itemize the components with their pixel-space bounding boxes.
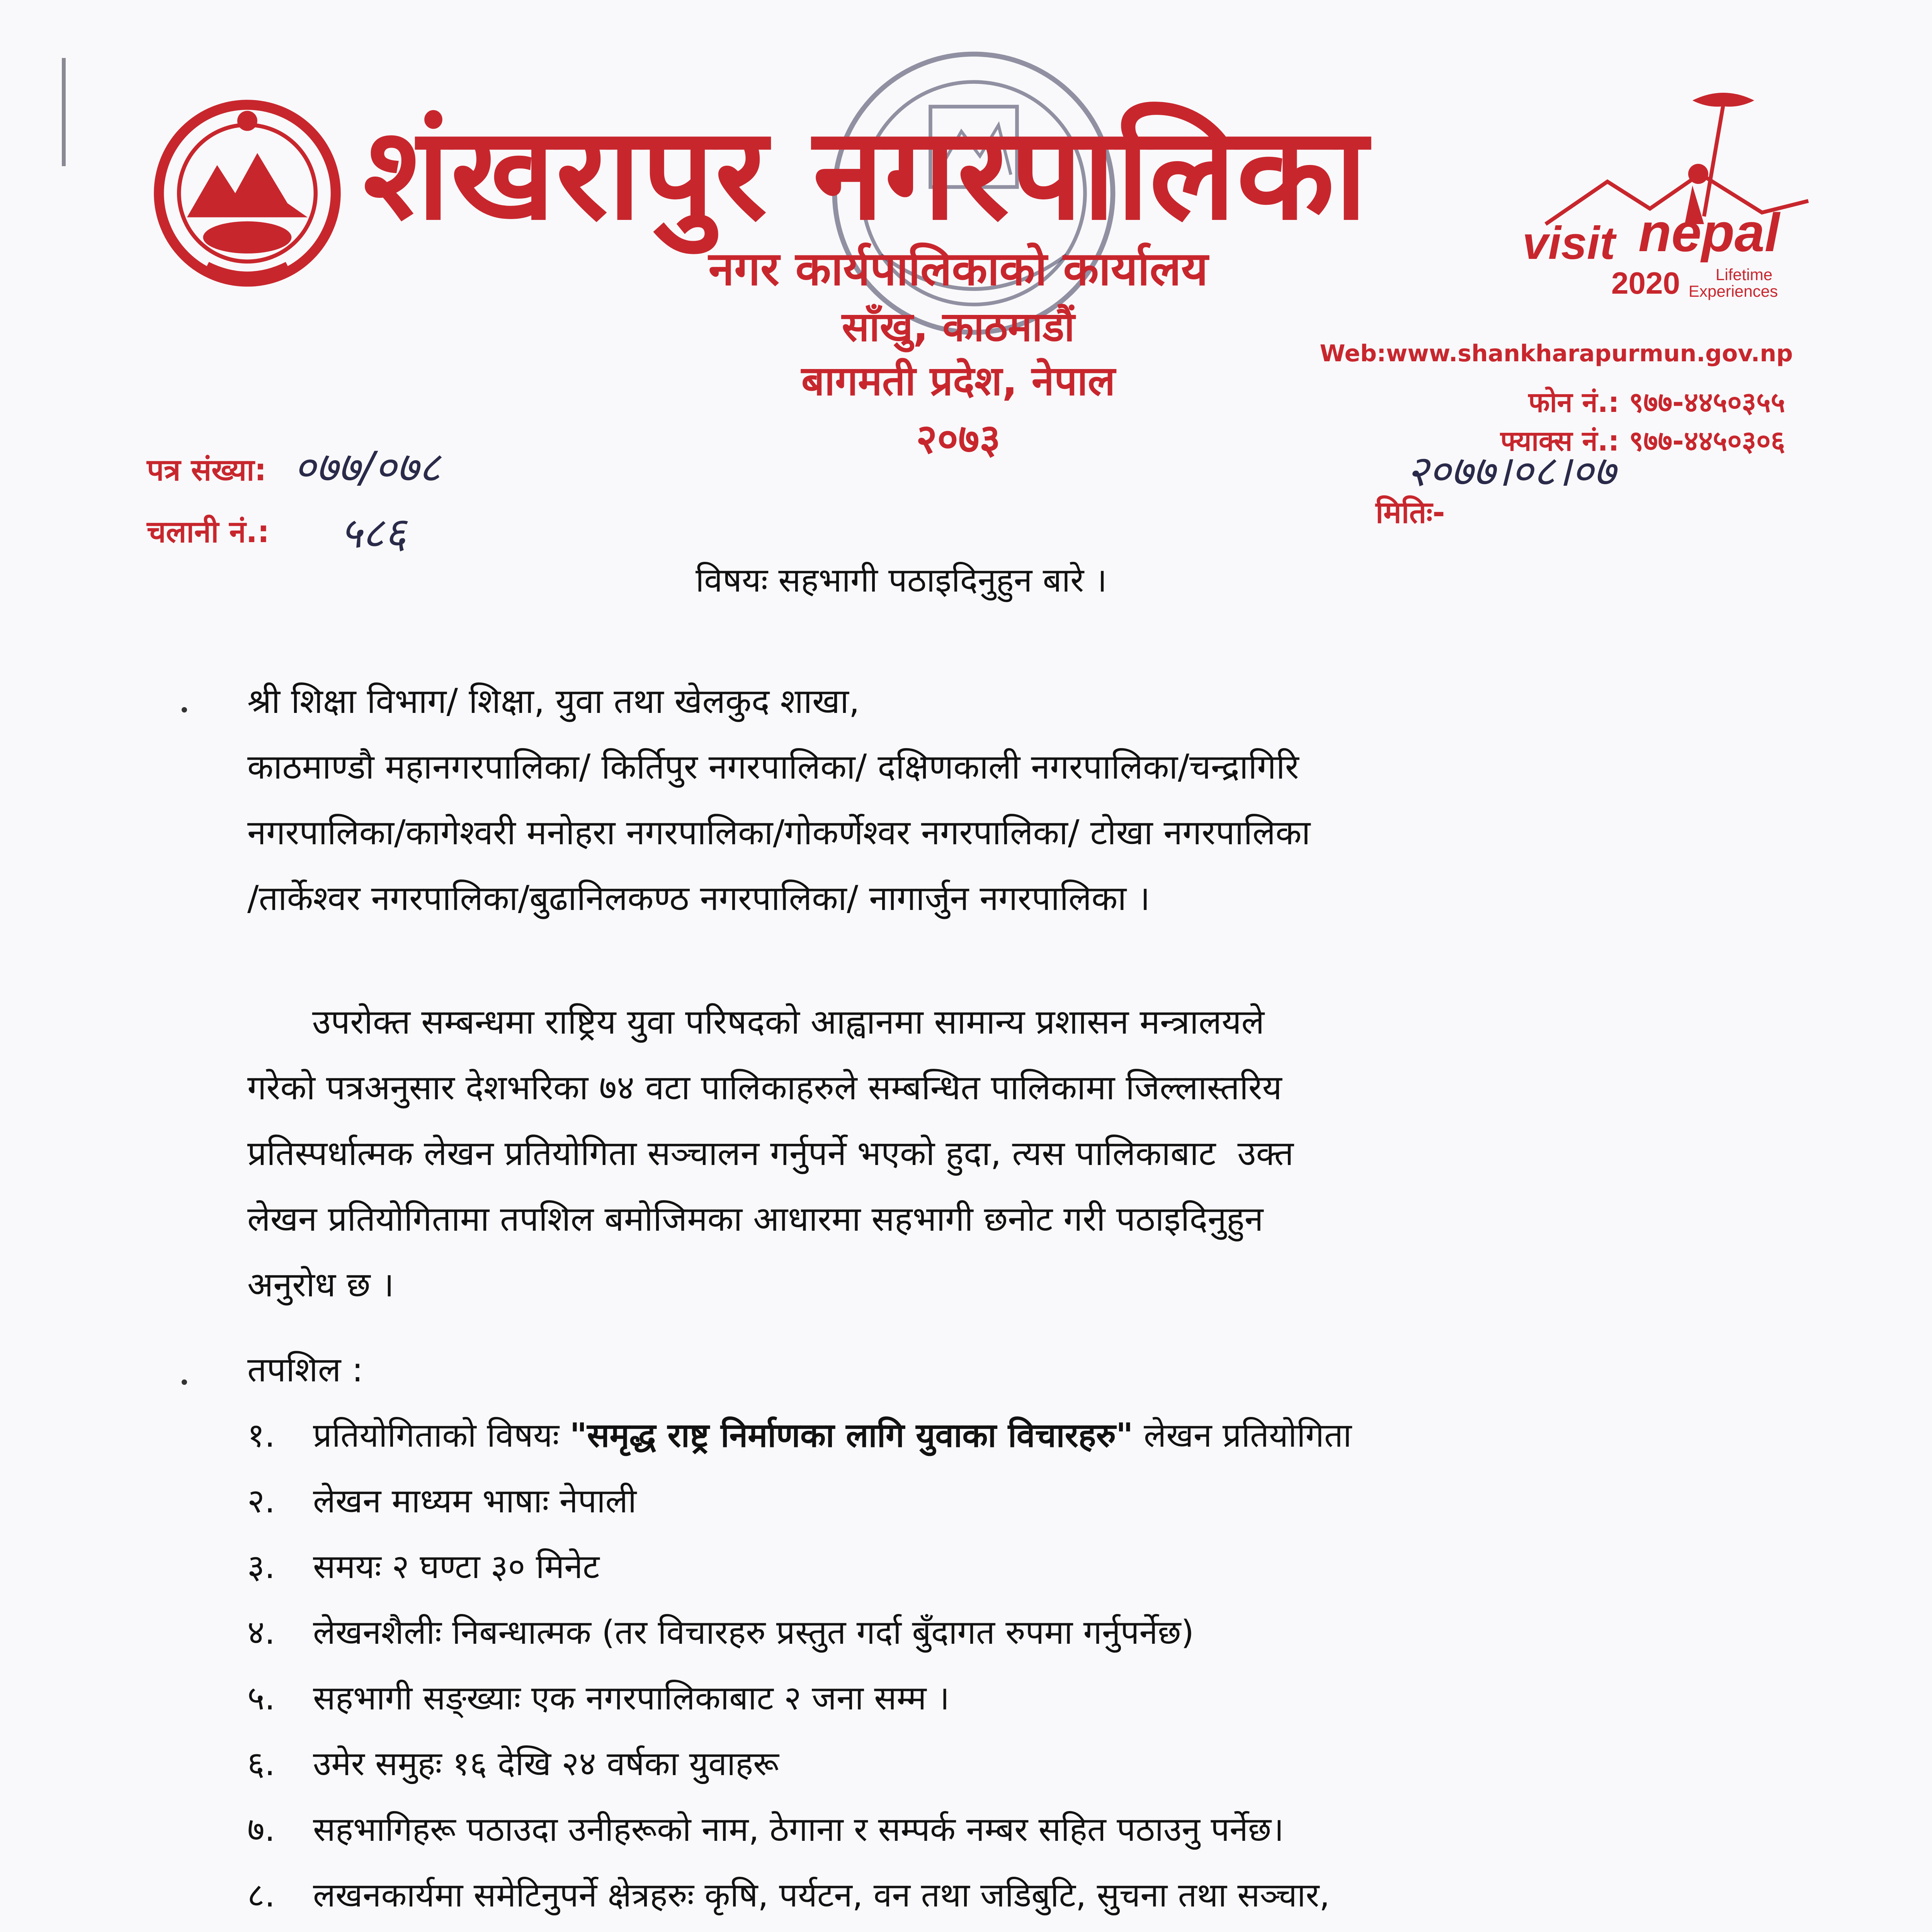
- addressee-block: [247, 668, 1310, 931]
- details-list: [247, 1403, 1352, 1932]
- letter-no-label: पत्र संख्या:: [147, 453, 267, 488]
- logo-visit-text: visit: [1522, 217, 1616, 269]
- addressee-line: /तार्केश्वर नगरपालिका/बुढानिलकण्ठ नगरपालिका/ नागार्जुन नगरपालिका ।: [247, 878, 1150, 918]
- addressee-line: काठमाण्डौ महानगरपालिका/ किर्तिपुर नगरपालिका/ दक्षिणकाली नगरपालिका/चन्द्रागिरि: [247, 747, 1299, 787]
- list-item: [247, 1534, 1352, 1600]
- established-year: २०७३: [916, 415, 1001, 463]
- province-name: बागमती प्रदेश, नेपाल: [801, 357, 1116, 405]
- subject-line: विषयः सहभागी पठाइदिनुहुन बारे ।: [696, 561, 1107, 600]
- list-item-text: लखनकार्यमा समेटिनुपर्ने क्षेत्रहरुः कृषि, पर्यटन, वन तथा जडिबुटि, सुचना तथा सञ्चार,: [313, 1876, 1330, 1915]
- list-item: [247, 1600, 1352, 1665]
- list-item: [247, 1468, 1352, 1534]
- body-line: अनुरोध छ ।: [247, 1265, 394, 1304]
- letter-no-value: ०७७/०७८: [294, 442, 441, 492]
- body-line: प्रतिस्पर्धात्मक लेखन प्रतियोगिता सञ्चालन गर्नुपर्ने भएको हुदा, त्यस पालिकाबाट उक्त: [247, 1133, 1294, 1173]
- list-item-number: ७.: [247, 1810, 276, 1849]
- list-item: [247, 1797, 1352, 1862]
- list-item-number: ३.: [247, 1548, 276, 1586]
- competition-topic: "समृद्ध राष्ट्र निर्माणका लागि युवाका विचारहरु": [570, 1416, 1133, 1455]
- list-item-text: उमेर समुहः १६ देखि २४ वर्षका युवाहरू: [313, 1745, 779, 1783]
- list-item-text: प्रतियोगिताको विषयः: [313, 1416, 570, 1455]
- list-item-text: लेखनशैलीः निबन्धात्मक (तर विचारहरु प्रस्तुत गर्दा बुँदागत रुपमा गर्नुपर्नेछ): [313, 1613, 1194, 1652]
- body-paragraph: [247, 989, 1294, 1318]
- addressee-line: श्री शिक्षा विभाग/ शिक्षा, युवा तथा खेलकुद शाखा,: [247, 681, 860, 721]
- logo-tagline-1: Lifetime: [1716, 265, 1773, 284]
- logo-year-text: 2020: [1611, 266, 1680, 300]
- list-item-text: सहभागिहरू पठाउदा उनीहरूको नाम, ठेगाना र सम्पर्क नम्बर सहित पठाउनु पर्नेछ।: [313, 1810, 1284, 1849]
- dispatch-no-label: चलानी नं.:: [147, 515, 270, 549]
- list-item: [247, 1665, 1352, 1731]
- office-name: नगर कार्यपालिकाको कार्यालय: [708, 242, 1208, 296]
- list-item-text: [313, 1928, 1330, 1932]
- list-item-number: १.: [247, 1416, 276, 1455]
- visit-nepal-logo: [1522, 85, 1824, 301]
- logo-tagline-2: Experiences: [1689, 282, 1778, 300]
- list-item: [247, 1403, 1352, 1468]
- date-label: मितिः-: [1376, 495, 1445, 530]
- list-item-number: ५.: [247, 1679, 276, 1718]
- list-item: [247, 1862, 1352, 1932]
- addressee-line: नगरपालिका/कागेश्वरी मनोहरा नगरपालिका/गोकर्णेश्वर नगरपालिका/ टोखा नगरपालिका: [247, 813, 1311, 852]
- org-name-heading: शंखरापुर नगरपालिका: [363, 100, 1369, 248]
- nepal-emblem-icon: [147, 93, 348, 294]
- logo-nepal-text: nepal: [1638, 202, 1780, 263]
- fax-number: फ्याक्स नं.: ९७७-४४५०३०६: [1500, 425, 1785, 457]
- office-location: साँखु, काठमाडौं: [842, 303, 1075, 350]
- phone-number: फोन नं.: ९७७-४४५०३५५: [1528, 386, 1785, 418]
- visit-nepal-figure-icon: [1522, 85, 1824, 301]
- list-item-number: ४.: [247, 1613, 276, 1652]
- body-line: लेखन प्रतियोगितामा तपशिल बमोजिमका आधारमा सहभागी छनोट गरी पठाइदिनुहुन: [247, 1199, 1264, 1239]
- list-item-text: सहभागी सङ्ख्याः एक नगरपालिकाबाट २ जना सम्म ।: [313, 1679, 950, 1718]
- staple-mark: [62, 58, 77, 166]
- list-item-number: ८.: [247, 1876, 276, 1915]
- website: Web:www.shankharapurmun.gov.np: [1320, 340, 1793, 367]
- list-item: [247, 1731, 1352, 1797]
- list-item-number: ६.: [247, 1745, 276, 1783]
- list-item-text: समयः २ घण्टा ३० मिनेट: [313, 1548, 600, 1586]
- date-value: २०७७।०८।०७: [1406, 446, 1616, 496]
- body-line: गरेको पत्रअनुसार देशभरिका ७४ वटा पालिकाहरुले सम्बन्धित पालिकामा जिल्लास्तरिय: [247, 1068, 1282, 1107]
- margin-dot: [182, 1379, 187, 1385]
- tapashil-heading: तपशिल :: [247, 1350, 364, 1389]
- list-item-text: लेखन माध्यम भाषाः नेपाली: [313, 1482, 637, 1520]
- dispatch-no-value: ५८६: [340, 508, 406, 558]
- list-item-number: २.: [247, 1482, 276, 1520]
- list-item-text: लेखन प्रतियोगिता: [1133, 1416, 1352, 1455]
- margin-dot: [182, 707, 187, 713]
- body-line: उपरोक्त सम्बन्धमा राष्ट्रिय युवा परिषदको आह्वानमा सामान्य प्रशासन मन्त्रालयले: [247, 1002, 1265, 1042]
